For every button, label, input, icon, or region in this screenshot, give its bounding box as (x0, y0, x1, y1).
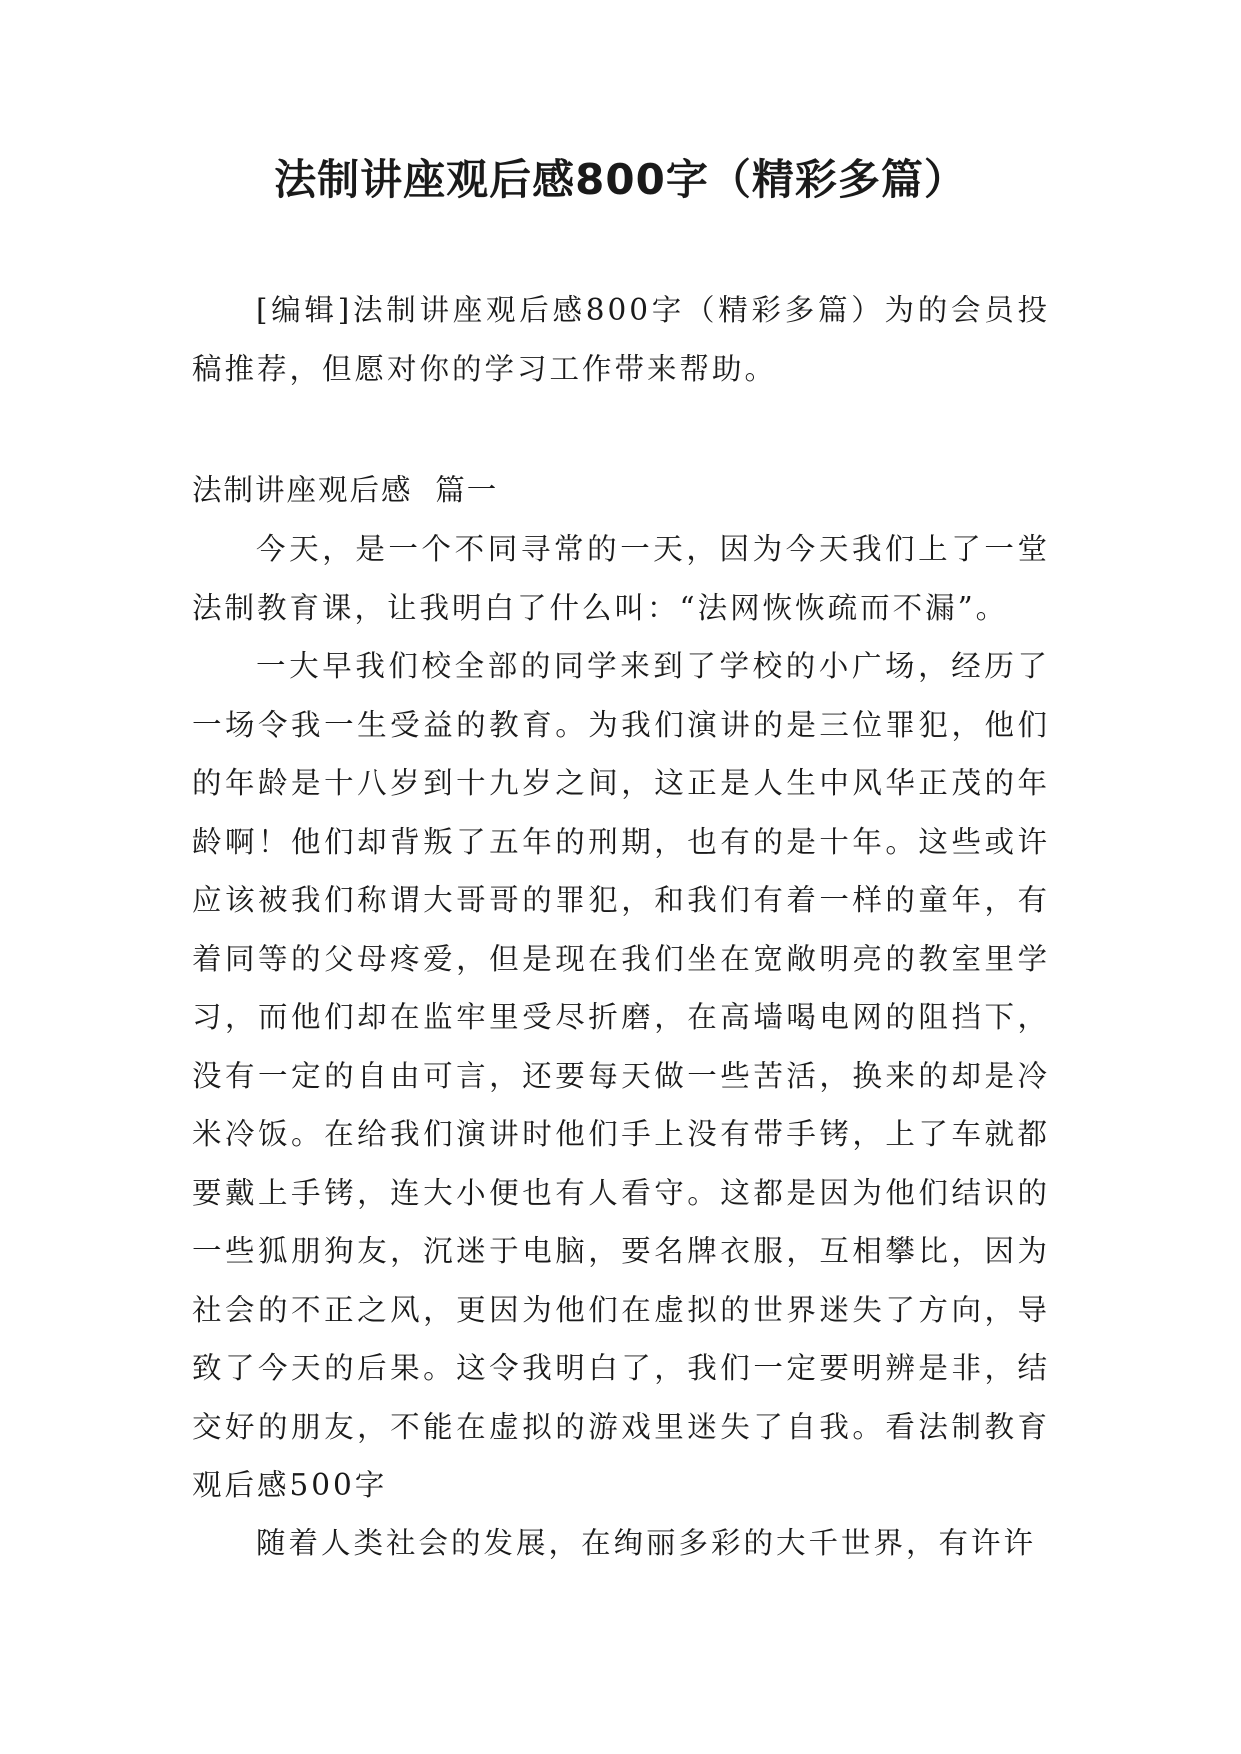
body-paragraph: 一大早我们校全部的同学来到了学校的小广场，经历了一场令我一生受益的教育。为我们演讲的是三位罪犯，他们的年龄是十八岁到十九岁之间，这正是人生中风华正茂的年龄啊！他们却背叛了五年的刑期，也有的是十年。这些或许应该被我们称谓大哥哥的罪犯，和我们有着一样的童年，有着同等的父母疼爱，但是现在我们坐在宽敞明亮的教室里学习，而他们却在监牢里受尽折磨，在高墙喝电网的阻挡下，没有一定的自由可言，还要每天做一些苦活，换来的却是冷米冷饭。在给我们演讲时他们手上没有带手铐，上了车就都要戴上手铐，连大小便也有人看守。这都是因为他们结识的一些狐朋狗友，沉迷于电脑，要名牌衣服，互相攀比，因为社会的不正之风，更因为他们在虚拟的世界迷失了方向，导致了今天的后果。这令我明白了，我们一定要明辨是非，结交好的朋友，不能在虚拟的游戏里迷失了自我。看法制教育观后感500字 (192, 649, 1050, 1502)
document-title: 法制讲座观后感800字（精彩多篇） (274, 155, 967, 204)
body-paragraph: 随着人类社会的发展，在绚丽多彩的大千世界，有许许 (256, 1526, 1037, 1560)
body-paragraph: 今天，是一个不同寻常的一天，因为今天我们上了一堂法制教育课，让我明白了什么叫：“法网恢恢疏而不漏”。 (192, 532, 1050, 625)
intro-paragraph: [编辑]法制讲座观后感800字（精彩多篇）为的会员投稿推荐，但愿对你的学习工作带来帮助。 (192, 293, 1050, 386)
section-heading: 法制讲座观后感 篇一 (192, 473, 499, 507)
